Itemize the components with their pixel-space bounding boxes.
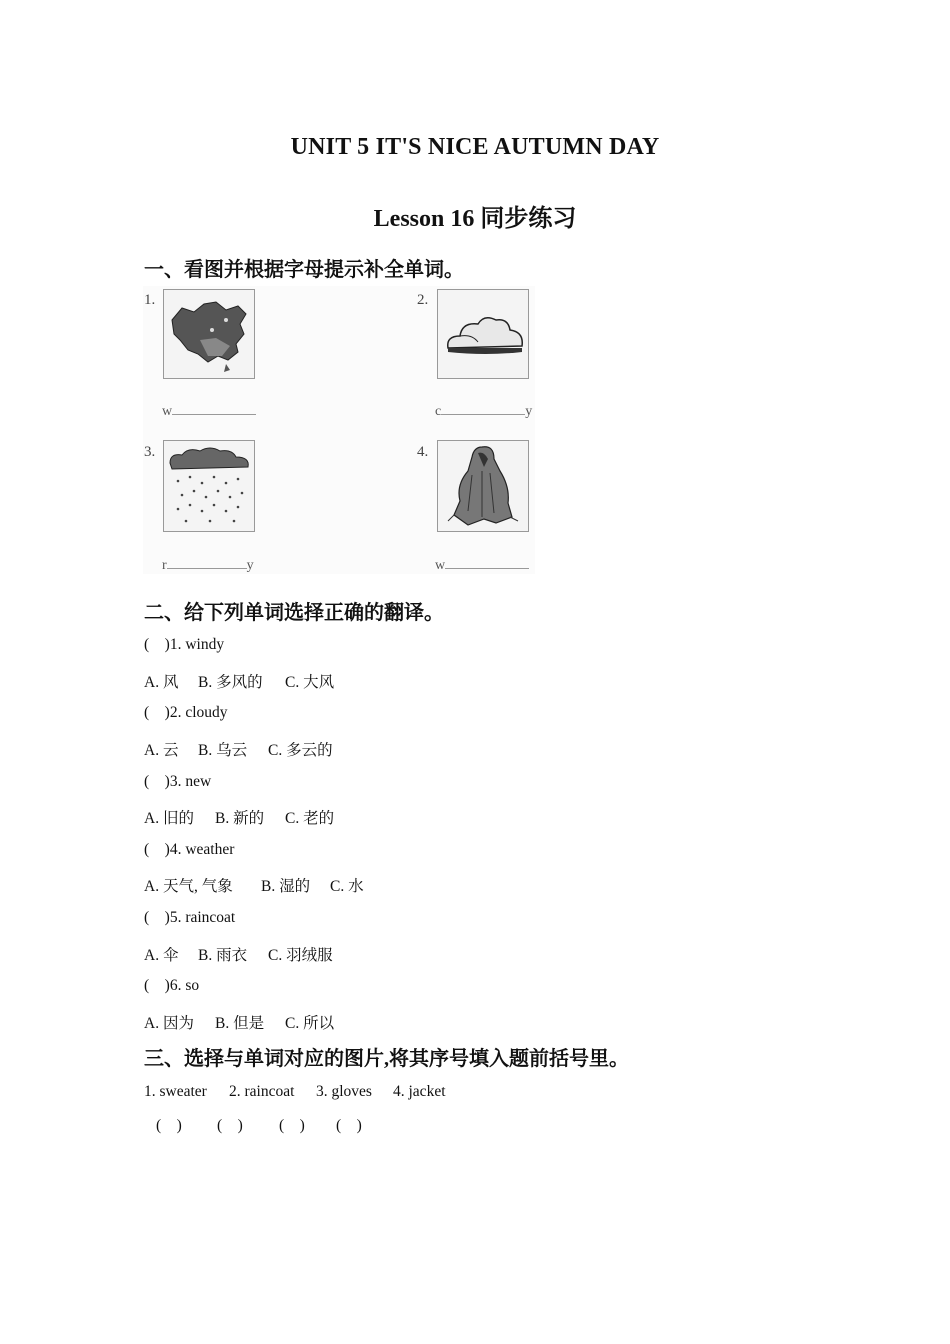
q5-option-a[interactable]: A. 伞 [144, 947, 179, 964]
item1-number: 1. [144, 292, 156, 308]
q2-option-a[interactable]: A. 云 [144, 742, 179, 759]
question-5[interactable]: ( )5. raincoat [144, 909, 236, 926]
item3-start-letter: r [162, 558, 167, 573]
question-2[interactable]: ( )2. cloudy [144, 704, 228, 721]
q4-option-b[interactable]: B. 湿的 [261, 878, 311, 895]
section2-heading: 二、给下列单词选择正确的翻译。 [144, 602, 444, 624]
q6-option-a[interactable]: A. 因为 [144, 1015, 194, 1032]
q3-option-c[interactable]: C. 老的 [285, 810, 335, 827]
item1-start-letter: w [162, 404, 173, 419]
word-2: 2. raincoat [229, 1083, 295, 1100]
item2-answer-line[interactable] [435, 402, 532, 420]
section1-heading: 一、看图并根据字母提示补全单词。 [144, 259, 464, 281]
item4-answer-line[interactable] [435, 556, 529, 574]
item3-answer-line[interactable] [162, 556, 254, 574]
word-1: 1. sweater [144, 1083, 207, 1100]
question-6[interactable]: ( )6. so [144, 977, 200, 994]
q1-option-b[interactable]: B. 多风的 [198, 674, 263, 691]
q1-option-c[interactable]: C. 大风 [285, 674, 335, 691]
item2-end-letter: y [525, 404, 533, 419]
question-3[interactable]: ( )3. new [144, 773, 212, 790]
raincoat-icon [437, 440, 529, 532]
q3-option-b[interactable]: B. 新的 [215, 810, 265, 827]
q1-option-a[interactable]: A. 风 [144, 674, 179, 691]
q3-option-a[interactable]: A. 旧的 [144, 810, 194, 827]
q4-option-a[interactable]: A. 天气, 气象 [144, 878, 233, 895]
q4-option-c[interactable]: C. 水 [330, 878, 364, 895]
q6-option-c[interactable]: C. 所以 [285, 1015, 335, 1032]
lesson-subtitle: Lesson 16 同步练习 [373, 206, 577, 232]
item1-answer-line[interactable] [162, 402, 256, 420]
cloud-icon [437, 289, 529, 379]
answer-bracket-4[interactable]: ( ) [336, 1117, 362, 1134]
item3-number: 3. [144, 444, 156, 460]
q5-option-c[interactable]: C. 羽绒服 [268, 947, 333, 964]
q2-option-c[interactable]: C. 多云的 [268, 742, 333, 759]
item4-start-letter: w [435, 558, 446, 573]
word-3: 3. gloves [316, 1083, 372, 1100]
item2-start-letter: c [435, 404, 442, 419]
answer-bracket-1[interactable]: ( ) [156, 1117, 182, 1134]
word-4: 4. jacket [393, 1083, 446, 1100]
q5-option-b[interactable]: B. 雨衣 [198, 947, 248, 964]
q6-option-b[interactable]: B. 但是 [215, 1015, 265, 1032]
rain-cloud-icon [163, 440, 255, 532]
q2-option-b[interactable]: B. 乌云 [198, 742, 248, 759]
section3-heading: 三、选择与单词对应的图片,将其序号填入题前括号里。 [144, 1048, 629, 1070]
china-map-icon [163, 289, 255, 379]
question-4[interactable]: ( )4. weather [144, 841, 235, 858]
answer-bracket-3[interactable]: ( ) [279, 1117, 305, 1134]
item3-end-letter: y [246, 558, 254, 573]
answer-bracket-2[interactable]: ( ) [217, 1117, 243, 1134]
item4-number: 4. [417, 444, 429, 460]
question-1[interactable]: ( )1. windy [144, 636, 225, 653]
item2-number: 2. [417, 292, 429, 308]
page-title: UNIT 5 IT'S NICE AUTUMN DAY [290, 134, 660, 160]
